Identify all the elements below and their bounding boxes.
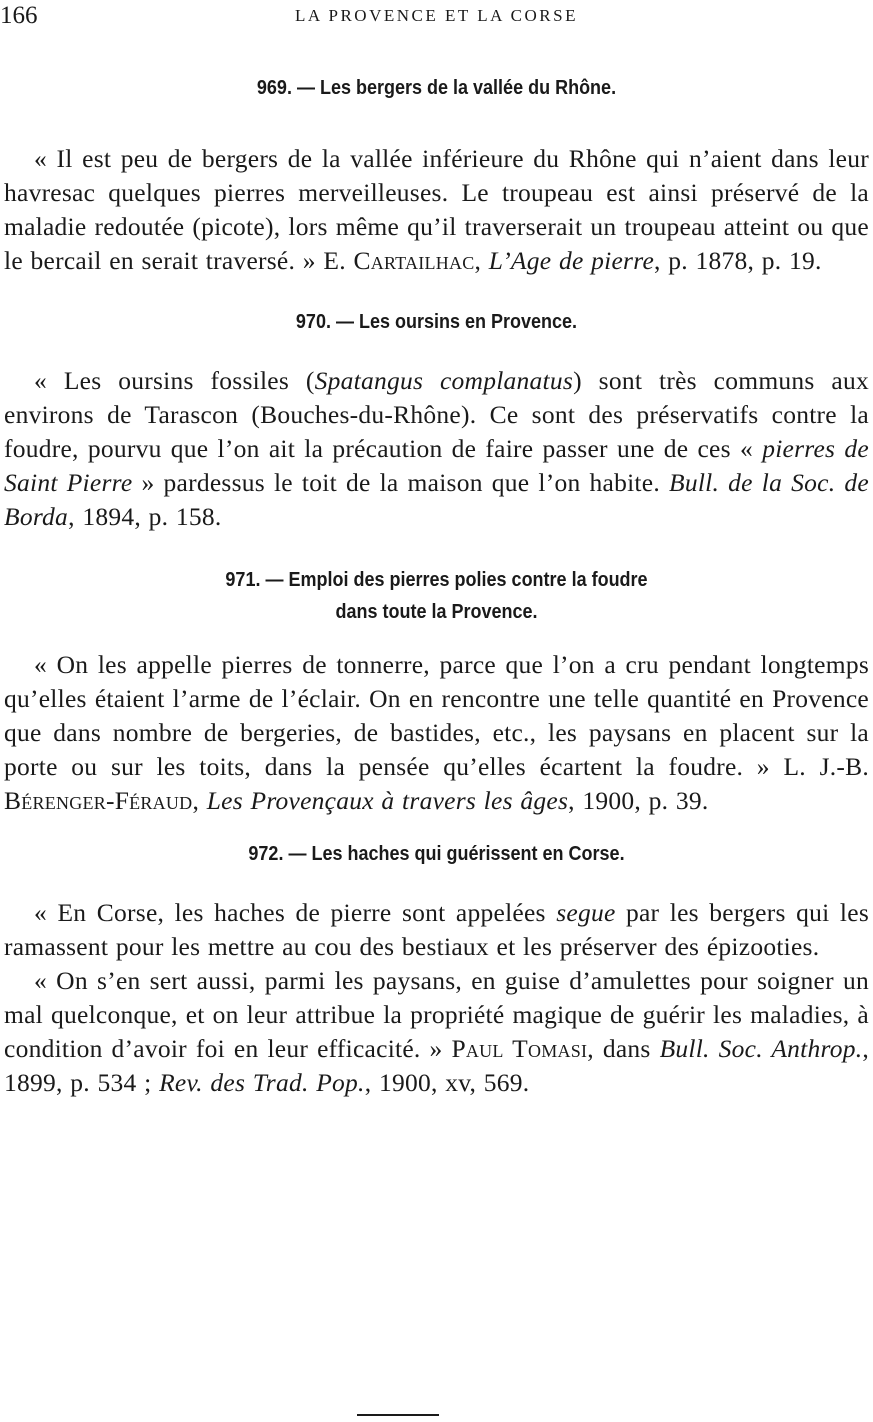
author-name: Paul Tomasi (451, 1034, 588, 1063)
section-heading-969 (47, 72, 826, 104)
work-title: L’Age de pierre (488, 246, 655, 275)
text-run: « Les oursins fossiles ( (34, 366, 315, 395)
page-body (4, 72, 869, 1100)
running-title: LA PROVENCE ET LA CORSE (295, 6, 578, 25)
section-title: Les oursins en Provence. (358, 311, 578, 333)
text-run: par les bergers qui les ramassent pour les mettre au cou des bestiaux et les préserver des épizooties. (4, 898, 869, 961)
section-title: Les bergers de la vallée du Rhône. (319, 77, 617, 99)
journal-title: Rev. des Trad. Pop. (159, 1068, 365, 1097)
work-title: Les Provençaux à travers les âges (206, 786, 569, 815)
text-run: « On s’en sert aussi, parmi les paysans, en guise d’amulettes pour soigner un mal quelconque, et on leur attribue la propriété magique de guérir les maladies, à condition d’avoir foi en leur efficacité. » (4, 966, 869, 1063)
text-run: , p. 1878, p. 19. (654, 246, 822, 275)
author-name: Bérenger-Féraud (4, 786, 193, 815)
heading-line-1 (47, 564, 826, 596)
section-number: 971. (225, 569, 261, 591)
section-paragraph-971 (4, 648, 869, 818)
text-run: » pardessus le toit de la maison que l’on habite. (132, 468, 669, 497)
section-paragraph-970 (4, 364, 869, 534)
journal-title: Bull. de la Soc. de Borda (4, 468, 869, 531)
journal-title: Bull. Soc. Anthrop. (659, 1034, 863, 1063)
text-run: , 1900, p. 39. (568, 786, 709, 815)
end-rule (357, 1414, 439, 1416)
text-run: ) sont très communs aux environs de Tarascon (Bouches-du-Rhône). Ce sont des préservatifs contre la foudre, pourvu que l’on ait la précaution de faire passer une de ces « (4, 366, 869, 463)
text-run: « Il est peu de bergers de la vallée inférieure du Rhône qui n’aient dans leur havresac quelques pierres merveilleuses. Le troupeau est ainsi préservé de la maladie redoutée (picote), lors même qu’il traverserait un troupeau atteint ou que le bercail en serait traversé. » E. (4, 144, 869, 275)
text-run: , 1899, p. 534 ; (4, 1034, 869, 1097)
section-number: 972. (248, 843, 284, 865)
text-run: , (192, 786, 207, 815)
section-title: Les haches qui guérissent en Corse. (311, 843, 625, 865)
heading-dash: — (260, 569, 289, 591)
quoted-phrase: pierres de Saint Pierre (4, 434, 869, 497)
heading-dash: — (330, 311, 359, 333)
heading-dash: — (291, 77, 320, 99)
section-paragraph-972-2 (4, 964, 869, 1100)
italic-word: segue (556, 898, 616, 927)
text-run: « On les appelle pierres de tonnerre, parce que l’on a cru pendant longtemps qu’elles étaient l’arme de l’éclair. On en rencontre une telle quantité en Provence que dans nombre de bergeries, de bastides, etc., les paysans en placent sur la porte ou sur les toits, dans la pensée qu’elles écartent la foudre. » L. J.-B. (4, 650, 869, 781)
text-run: , 1894, p. 158. (68, 502, 222, 531)
text-run: , (474, 246, 489, 275)
section-title: Emploi des pierres polies contre la foudre (288, 569, 648, 591)
section-paragraph-972-1 (4, 896, 869, 964)
section-number: 969. (256, 77, 292, 99)
text-run: , 1900, xv, 569. (364, 1068, 530, 1097)
author-name: Cartailhac (353, 246, 475, 275)
page-number: 166 (0, 2, 38, 29)
text-run: , dans (587, 1034, 660, 1063)
heading-line-2: dans toute la Provence. (335, 601, 538, 623)
latin-name: Spatangus complanatus (314, 366, 574, 395)
section-heading-970 (47, 306, 826, 338)
section-heading-971 (47, 564, 826, 628)
running-head (0, 2, 873, 28)
section-paragraph-969 (4, 142, 869, 278)
text-run: « En Corse, les haches de pierre sont appelées (34, 898, 557, 927)
section-heading-972 (47, 838, 826, 870)
section-number: 970. (295, 311, 331, 333)
heading-dash: — (283, 843, 312, 865)
